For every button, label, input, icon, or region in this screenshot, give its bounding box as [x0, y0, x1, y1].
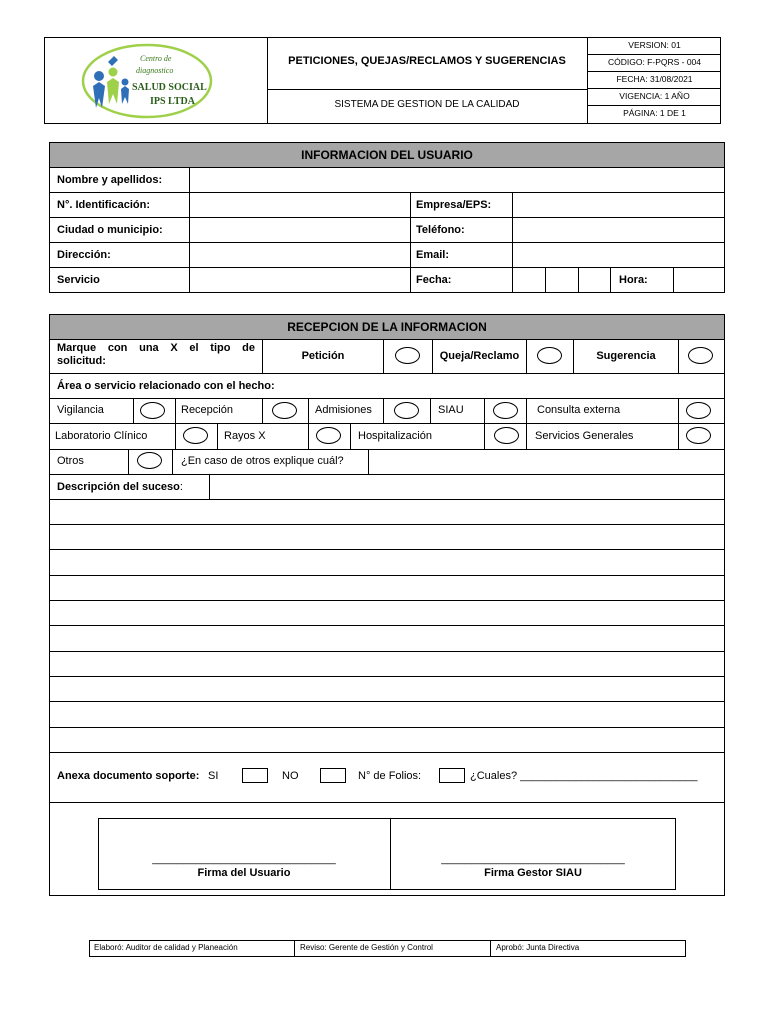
servicios-generales-radio[interactable] [686, 427, 711, 444]
descripcion-colon: : [179, 481, 183, 493]
servicio-field[interactable] [190, 268, 410, 292]
queja-label: Queja/Reclamo [439, 350, 520, 362]
email-label: Email: [416, 249, 450, 261]
identificacion-field[interactable] [190, 193, 410, 217]
sugerencia-radio[interactable] [688, 347, 713, 364]
firma-usuario-line[interactable]: ______________________________ [152, 853, 336, 865]
siau-label: SIAU [438, 404, 464, 416]
admisiones-radio[interactable] [394, 402, 419, 419]
logo-line-1: Centro de [140, 54, 172, 63]
peticion-radio[interactable] [395, 347, 420, 364]
anexa-label: Anexa documento soporte: [57, 770, 200, 782]
vigilancia-label: Vigilancia [57, 404, 104, 416]
recepcion-radio[interactable] [272, 402, 297, 419]
admisiones-label: Admisiones [315, 404, 372, 416]
pagina-label: PÁGINA: 1 DE 1 [623, 108, 686, 118]
nombre-label: Nombre y apellidos: [57, 174, 163, 186]
otros-radio[interactable] [137, 452, 162, 469]
fecha-usuario-label: Fecha: [416, 274, 452, 286]
empresa-field[interactable] [513, 193, 724, 217]
vigencia-label: VIGENCIA: 1 AÑO [619, 91, 690, 101]
nombre-field[interactable] [190, 168, 724, 192]
logo-line-2: diagnostico [136, 66, 174, 75]
si-checkbox[interactable] [242, 768, 268, 783]
folios-label: N° de Folios: [358, 770, 422, 782]
firma-gestor-line[interactable]: ______________________________ [441, 853, 625, 865]
hora-field[interactable] [674, 268, 724, 292]
hospitalizacion-label: Hospitalización [358, 430, 432, 442]
consulta-label: Consulta externa [537, 404, 621, 416]
identificacion-label: N°. Identificación: [57, 199, 151, 211]
descripcion-label [57, 481, 183, 494]
telefono-label: Teléfono: [416, 224, 465, 236]
logo-line-4: IPS LTDA [150, 96, 195, 107]
marque-label: Marque con una X el tipo de solicitud: [57, 342, 255, 367]
folios-box[interactable] [439, 768, 465, 783]
servicios-generales-label: Servicios Generales [535, 430, 634, 442]
aprobo-label: Aprobó: Junta Directiva [496, 943, 580, 952]
firma-gestor-label: Firma Gestor SIAU [484, 867, 582, 879]
reviso-label: Reviso: Gerente de Gestión y Control [300, 943, 433, 952]
document-subtitle: SISTEMA DE GESTION DE LA CALIDAD [334, 99, 520, 110]
consulta-radio[interactable] [686, 402, 711, 419]
no-label: NO [282, 770, 299, 782]
fecha-mes-field[interactable] [546, 268, 578, 292]
otros-label: Otros [57, 455, 84, 467]
laboratorio-radio[interactable] [183, 427, 208, 444]
descripcion-text: Descripción del suceso [57, 481, 180, 493]
recepcion-heading: RECEPCION DE LA INFORMACION [50, 315, 724, 339]
version-label: VERSION: 01 [628, 40, 681, 50]
otros-explique-label: ¿En caso de otros explique cuál? [181, 455, 344, 467]
descripcion-lines[interactable] [50, 500, 724, 752]
ciudad-label: Ciudad o municipio: [57, 224, 163, 236]
fecha-anio-field[interactable] [579, 268, 610, 292]
rayos-radio[interactable] [316, 427, 341, 444]
direccion-label: Dirección: [57, 249, 111, 261]
laboratorio-label: Laboratorio Clínico [55, 430, 148, 442]
usuario-heading: INFORMACION DEL USUARIO [50, 143, 724, 167]
fecha-label: FECHA: 31/08/2021 [616, 74, 693, 84]
ciudad-field[interactable] [190, 218, 410, 242]
fecha-dia-field[interactable] [513, 268, 545, 292]
area-label: Área o servicio relacionado con el hecho: [57, 380, 275, 392]
direccion-field[interactable] [190, 243, 410, 267]
recepcion-option-label: Recepción [181, 404, 233, 416]
firma-usuario-label: Firma del Usuario [197, 867, 291, 879]
logo-line-3: SALUD SOCIAL [132, 82, 207, 93]
queja-radio[interactable] [537, 347, 562, 364]
email-field[interactable] [513, 243, 724, 267]
empresa-label: Empresa/EPS: [416, 199, 492, 211]
hora-label: Hora: [619, 274, 648, 286]
siau-radio[interactable] [493, 402, 518, 419]
vigilancia-radio[interactable] [140, 402, 165, 419]
peticion-label: Petición [301, 350, 345, 362]
telefono-field[interactable] [513, 218, 724, 242]
document-title: PETICIONES, QUEJAS/RECLAMOS Y SUGERENCIAS [288, 55, 566, 67]
sugerencia-label: Sugerencia [596, 350, 656, 362]
hospitalizacion-radio[interactable] [494, 427, 519, 444]
codigo-label: CÓDIGO: F-PQRS - 004 [607, 57, 702, 67]
company-logo [80, 42, 215, 120]
elaboro-label: Elaboró: Auditor de calidad y Planeación [94, 943, 238, 952]
si-label: SI [208, 770, 219, 782]
otros-explique-field[interactable] [369, 450, 724, 474]
cuales-label[interactable]: ¿Cuales? _____________________________ [470, 770, 698, 782]
servicio-label: Servicio [57, 274, 100, 286]
no-checkbox[interactable] [320, 768, 346, 783]
descripcion-field[interactable] [210, 475, 724, 499]
rayos-label: Rayos X [224, 430, 266, 442]
